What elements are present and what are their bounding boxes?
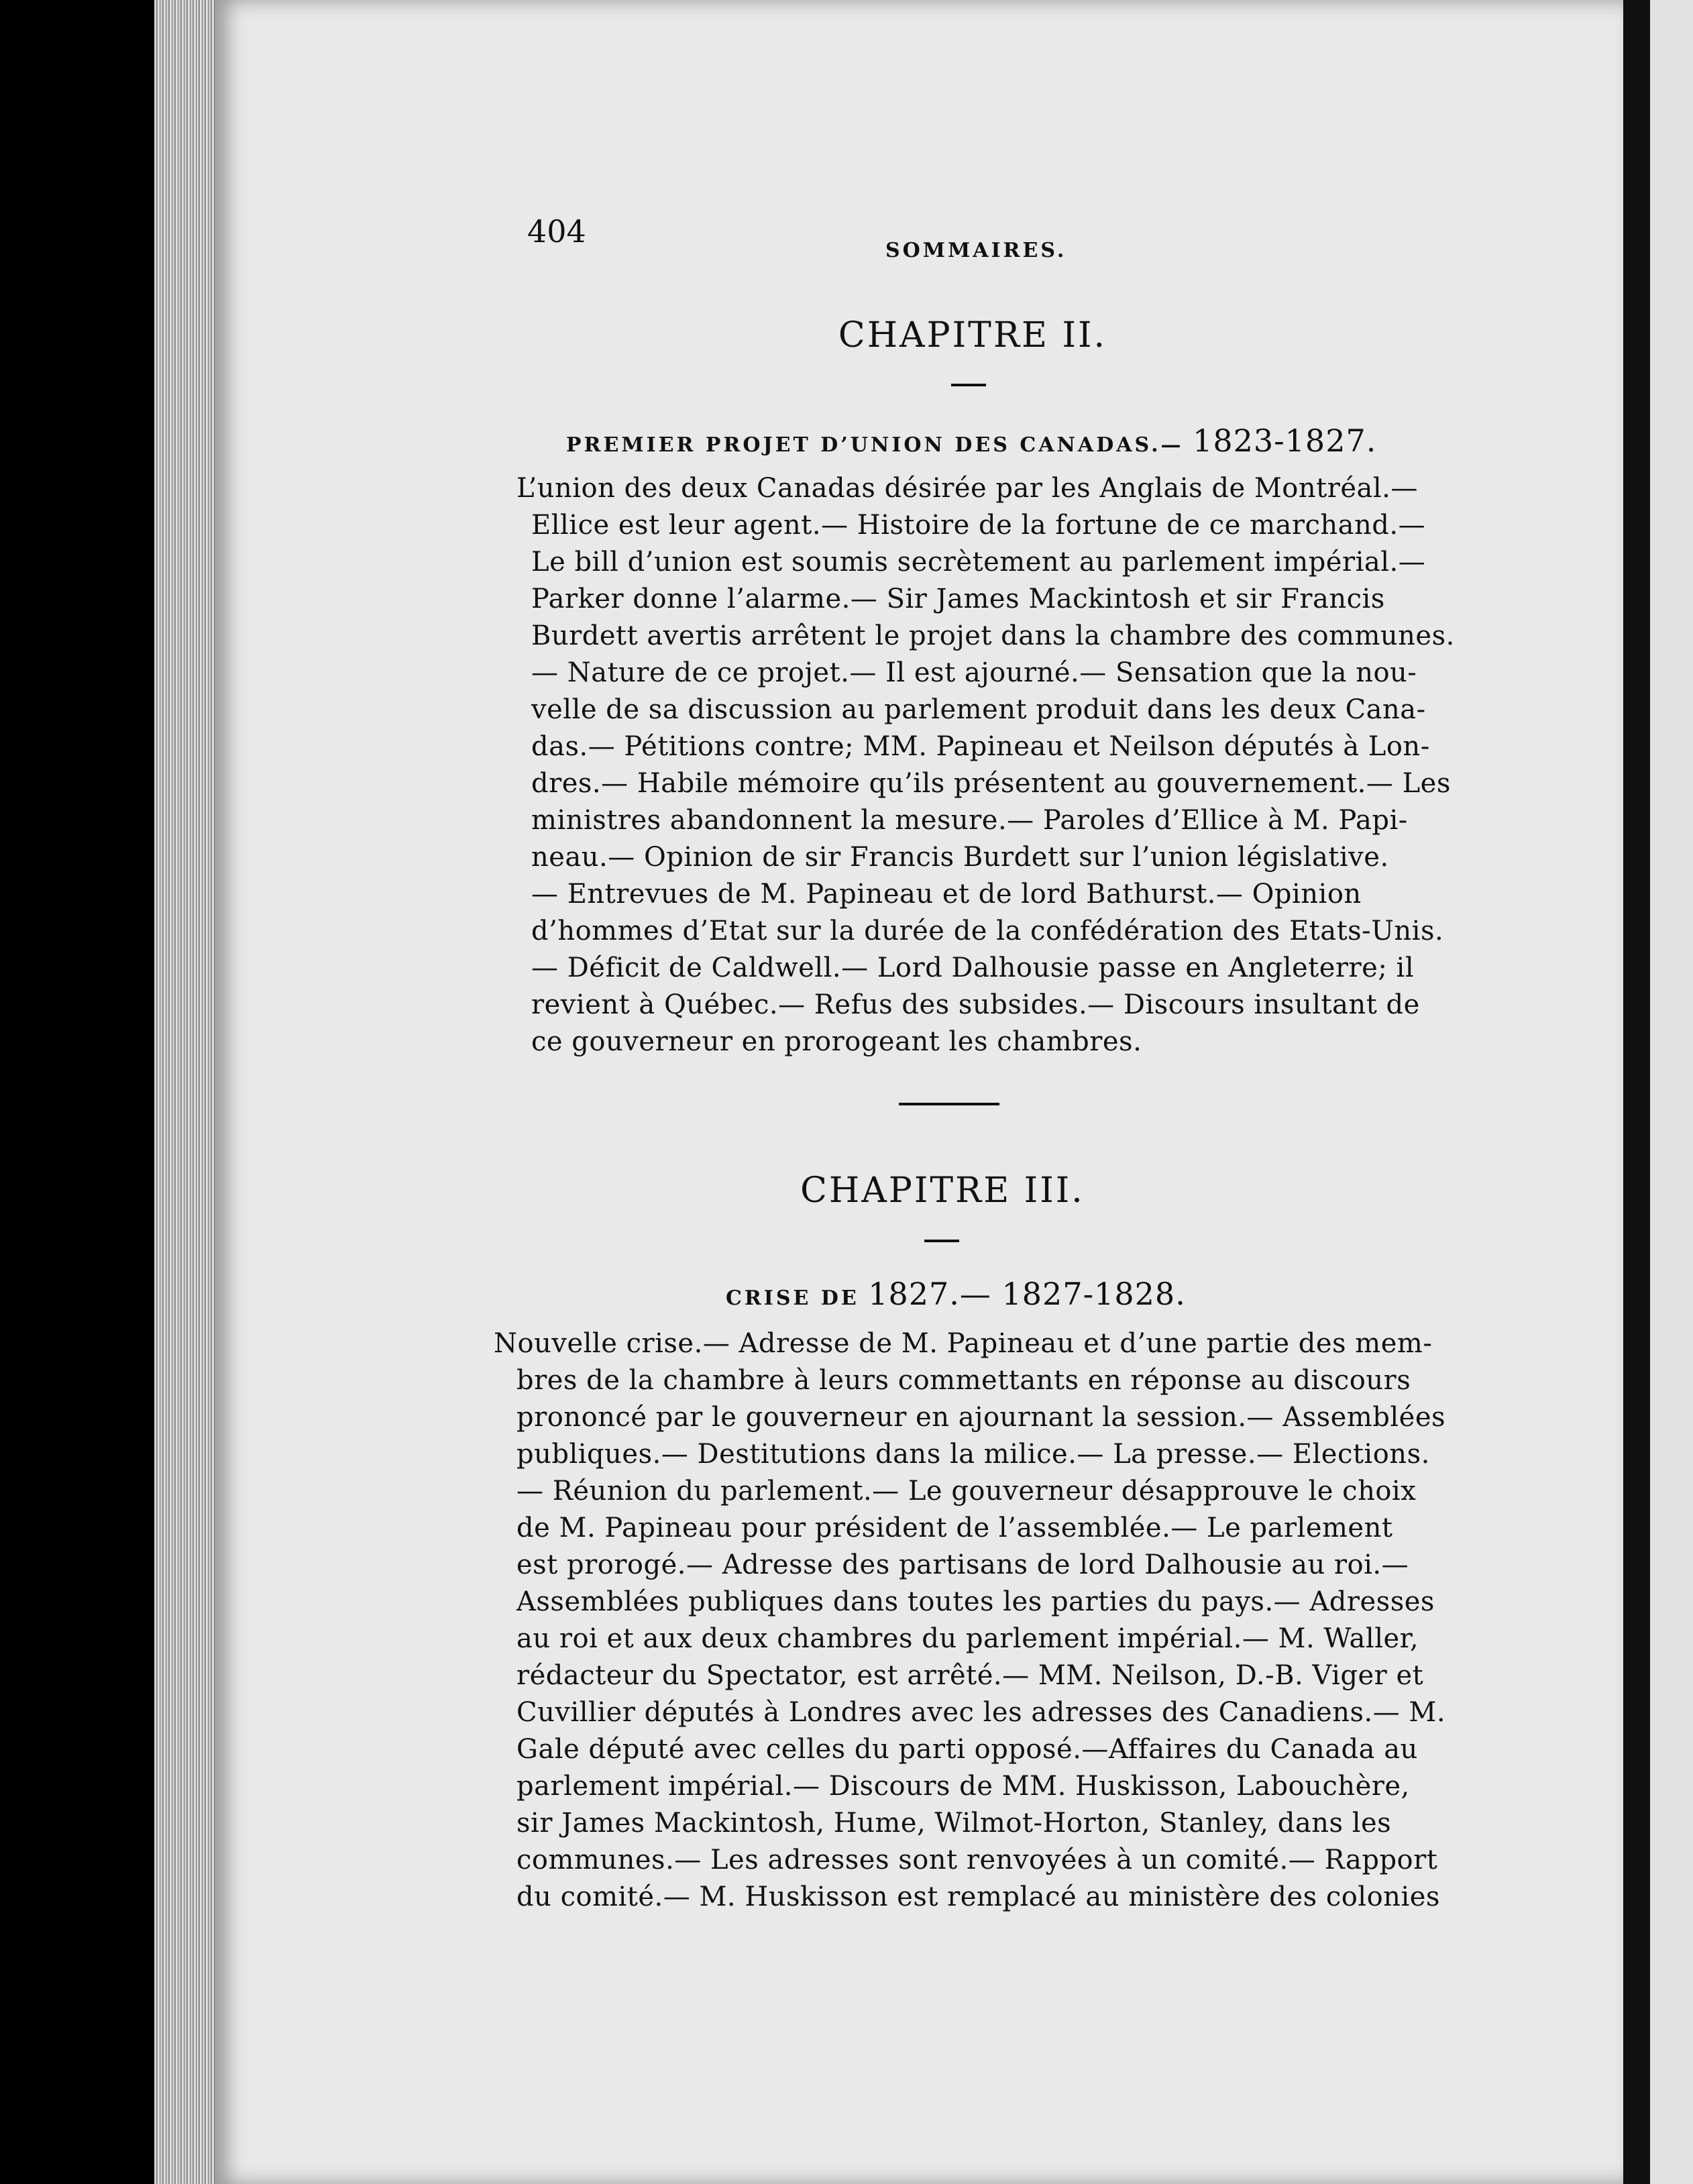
chapter-2-line: d’hommes d’Etat sur la durée de la confédération des Etats-Unis. <box>531 916 1444 946</box>
chapter-3-line: parlement impérial.— Discours de MM. Huskisson, Labouchère, <box>516 1771 1410 1802</box>
chapter-2-line: Parker donne l’alarme.— Sir James Mackintosh et sir Francis <box>531 584 1385 614</box>
chapter-3-line: Cuvillier députés à Londres avec les adresses des Canadiens.— M. <box>516 1697 1446 1728</box>
chapter-2-line: revient à Québec.— Refus des subsides.— Discours insultant de <box>531 989 1420 1020</box>
chapter-2-line: — Entrevues de M. Papineau et de lord Bathurst.— Opinion <box>531 879 1362 910</box>
chapter-3-title: CHAPITRE III. <box>800 1170 1085 1211</box>
chapter-3-line: Gale député avec celles du parti opposé.—Affaires du Canada au <box>516 1734 1418 1765</box>
chapter-3-line: — Réunion du parlement.— Le gouverneur désapprouve le choix <box>516 1476 1417 1507</box>
chapter-2-subtitle <box>566 423 1376 459</box>
section-separator <box>899 1103 999 1105</box>
chapter-2-line: L’union des deux Canadas désirée par les Anglais de Montréal.— <box>516 473 1418 504</box>
title-rule <box>924 1240 959 1242</box>
gutter <box>1623 0 1650 2184</box>
chapter-3-subtitle-years: 1827.— 1827-1828. <box>868 1276 1186 1312</box>
chapter-2-line: das.— Pétitions contre; MM. Papineau et Neilson députés à Lon- <box>531 731 1430 762</box>
chapter-3-line: du comité.— M. Huskisson est remplacé au ministère des colonies <box>516 1881 1440 1912</box>
chapter-3-line: sir James Mackintosh, Hume, Wilmot-Horton, Stanley, dans les <box>516 1808 1392 1839</box>
chapter-3-line: Assemblées publiques dans toutes les parties du pays.— Adresses <box>516 1586 1435 1617</box>
next-page-edge <box>1650 0 1693 2184</box>
chapter-3-line: communes.— Les adresses sont renvoyées à un comité.— Rapport <box>516 1845 1438 1875</box>
chapter-3-line: au roi et aux deux chambres du parlement impérial.— M. Waller, <box>516 1623 1419 1654</box>
chapter-3-line: Nouvelle crise.— Adresse de M. Papineau et d’une partie des mem- <box>494 1328 1433 1359</box>
chapter-3-line: rédacteur du Spectator, est arrêté.— MM. Neilson, D.-B. Viger et <box>516 1660 1424 1691</box>
title-rule <box>951 384 986 386</box>
chapter-2-line: — Nature de ce projet.— Il est ajourné.— Sensation que la nou- <box>531 657 1417 688</box>
chapter-3-line: bres de la chambre à leurs commettants en réponse au discours <box>516 1365 1411 1396</box>
chapter-2-line: Ellice est leur agent.— Histoire de la fortune de ce marchand.— <box>531 510 1426 541</box>
chapter-2-title: CHAPITRE II. <box>838 315 1107 356</box>
chapter-2-line: Le bill d’union est soumis secrètement au parlement impérial.— <box>531 547 1426 578</box>
chapter-3-subtitle-text: CRISE DE <box>726 1287 859 1310</box>
chapter-2-line: velle de sa discussion au parlement produit dans les deux Cana- <box>531 694 1426 725</box>
chapter-2-line: neau.— Opinion de sir Francis Burdett sur l’union législative. <box>531 842 1389 873</box>
page-number: 404 <box>527 213 586 250</box>
running-head: SOMMAIRES. <box>885 239 1067 262</box>
chapter-3-line: publiques.— Destitutions dans la milice.— La presse.— Elections. <box>516 1439 1430 1470</box>
chapter-3-line: de M. Papineau pour président de l’assemblée.— Le parlement <box>516 1513 1393 1543</box>
chapter-2-subtitle-text: PREMIER PROJET D’UNION DES CANADAS.— <box>566 433 1184 457</box>
chapter-2-line: — Déficit de Caldwell.— Lord Dalhousie passe en Angleterre; il <box>531 952 1415 983</box>
chapter-2-line: Burdett avertis arrêtent le projet dans la chambre des communes. <box>531 620 1455 651</box>
chapter-3-subtitle <box>726 1276 1186 1312</box>
chapter-3-line: prononcé par le gouverneur en ajournant la session.— Assemblées <box>516 1402 1446 1433</box>
chapter-2-line: dres.— Habile mémoire qu’ils présentent au gouvernement.— Les <box>531 768 1451 799</box>
chapter-2-line: ministres abandonnent la mesure.— Paroles d’Ellice à M. Papi- <box>531 805 1408 836</box>
chapter-2-subtitle-years: 1823-1827. <box>1193 423 1377 459</box>
chapter-2-line: ce gouverneur en prorogeant les chambres. <box>531 1026 1142 1057</box>
chapter-3-line: est prorogé.— Adresse des partisans de lord Dalhousie au roi.— <box>516 1549 1409 1580</box>
